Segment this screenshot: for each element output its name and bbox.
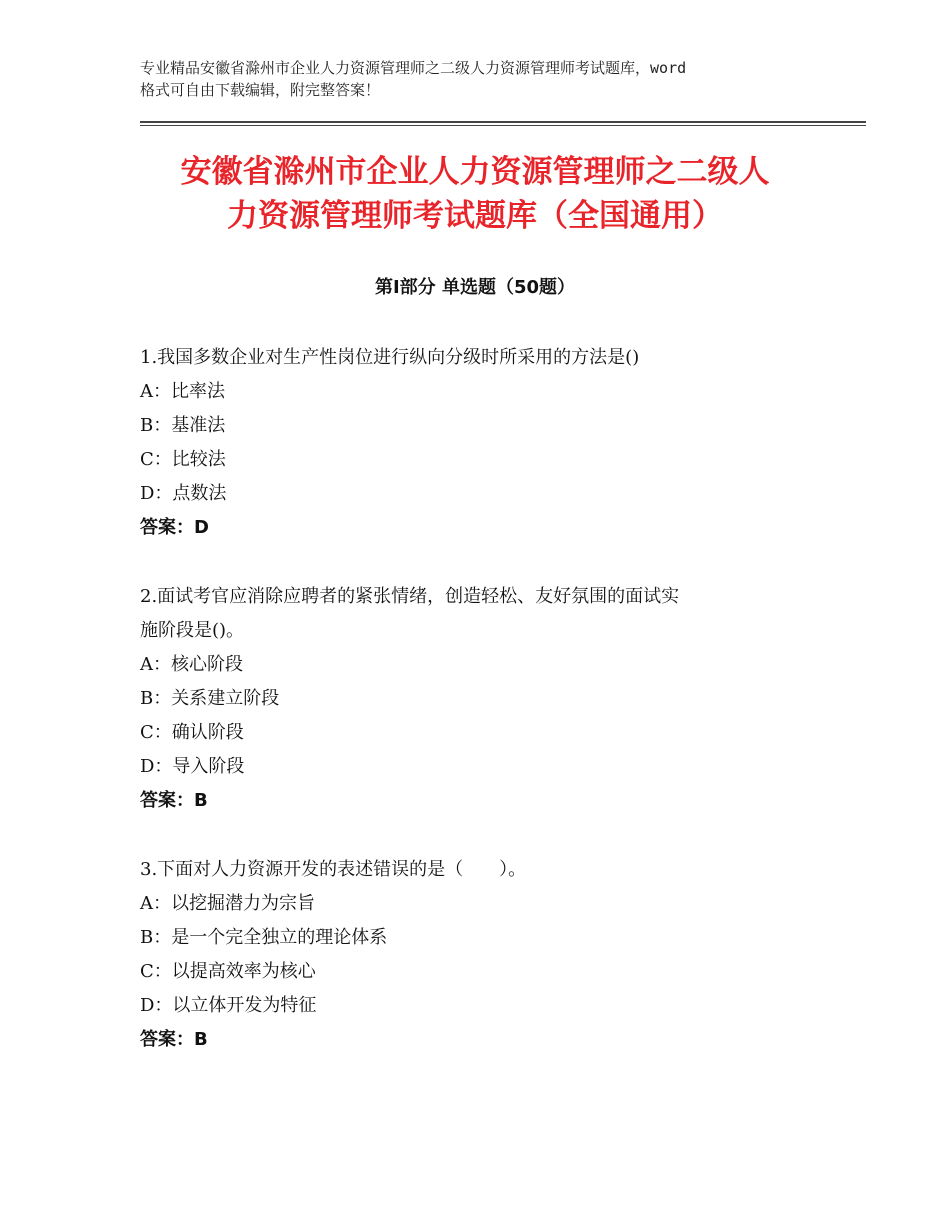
option-a: A：以挖掘潜力为宗旨 [140,893,315,914]
document-title-line-1: 安徽省滁州市企业人力资源管理师之二级人 [180,154,770,190]
section-heading: 第Ⅰ部分 单选题（50题） [374,277,575,298]
question-3 [140,853,840,1057]
question-1 [140,341,840,545]
option-b: B：基准法 [140,415,226,436]
header-divider-thick [140,121,866,123]
option-c: C：以提高效率为核心 [140,961,316,982]
option-c: C：确认阶段 [140,722,244,743]
option-d: D：以立体开发为特征 [140,995,317,1016]
question-stem: 1.我国多数企业对生产性岗位进行纵向分级时所采用的方法是() [140,347,640,368]
header-note [140,57,840,101]
header-divider-thin [140,125,866,126]
answer-label: 答案：B [140,790,208,811]
option-a: A：比率法 [140,381,225,402]
question-2 [140,580,840,818]
answer-label: 答案：D [140,517,209,538]
question-stem-continued: 施阶段是()。 [140,620,245,641]
option-b: B：是一个完全独立的理论体系 [140,927,388,948]
answer-label: 答案：B [140,1029,208,1050]
question-stem: 3.下面对人力资源开发的表述错误的是（ ）。 [140,859,527,880]
document-title-line-2: 力资源管理师考试题库（全国通用） [227,198,723,234]
option-d: D：导入阶段 [140,756,245,777]
question-stem: 2.面试考官应消除应聘者的紧张情绪，创造轻松、友好氛围的面试实 [140,586,680,607]
option-b: B：关系建立阶段 [140,688,280,709]
option-c: C：比较法 [140,449,226,470]
header-note-line-2: 格式可自由下载编辑，附完整答案！ [140,81,381,99]
option-d: D：点数法 [140,483,227,504]
document-title [0,150,950,238]
header-note-line-1: 专业精品安徽省滁州市企业人力资源管理师之二级人力资源管理师考试题库，word [140,59,687,77]
option-a: A：核心阶段 [140,654,243,675]
